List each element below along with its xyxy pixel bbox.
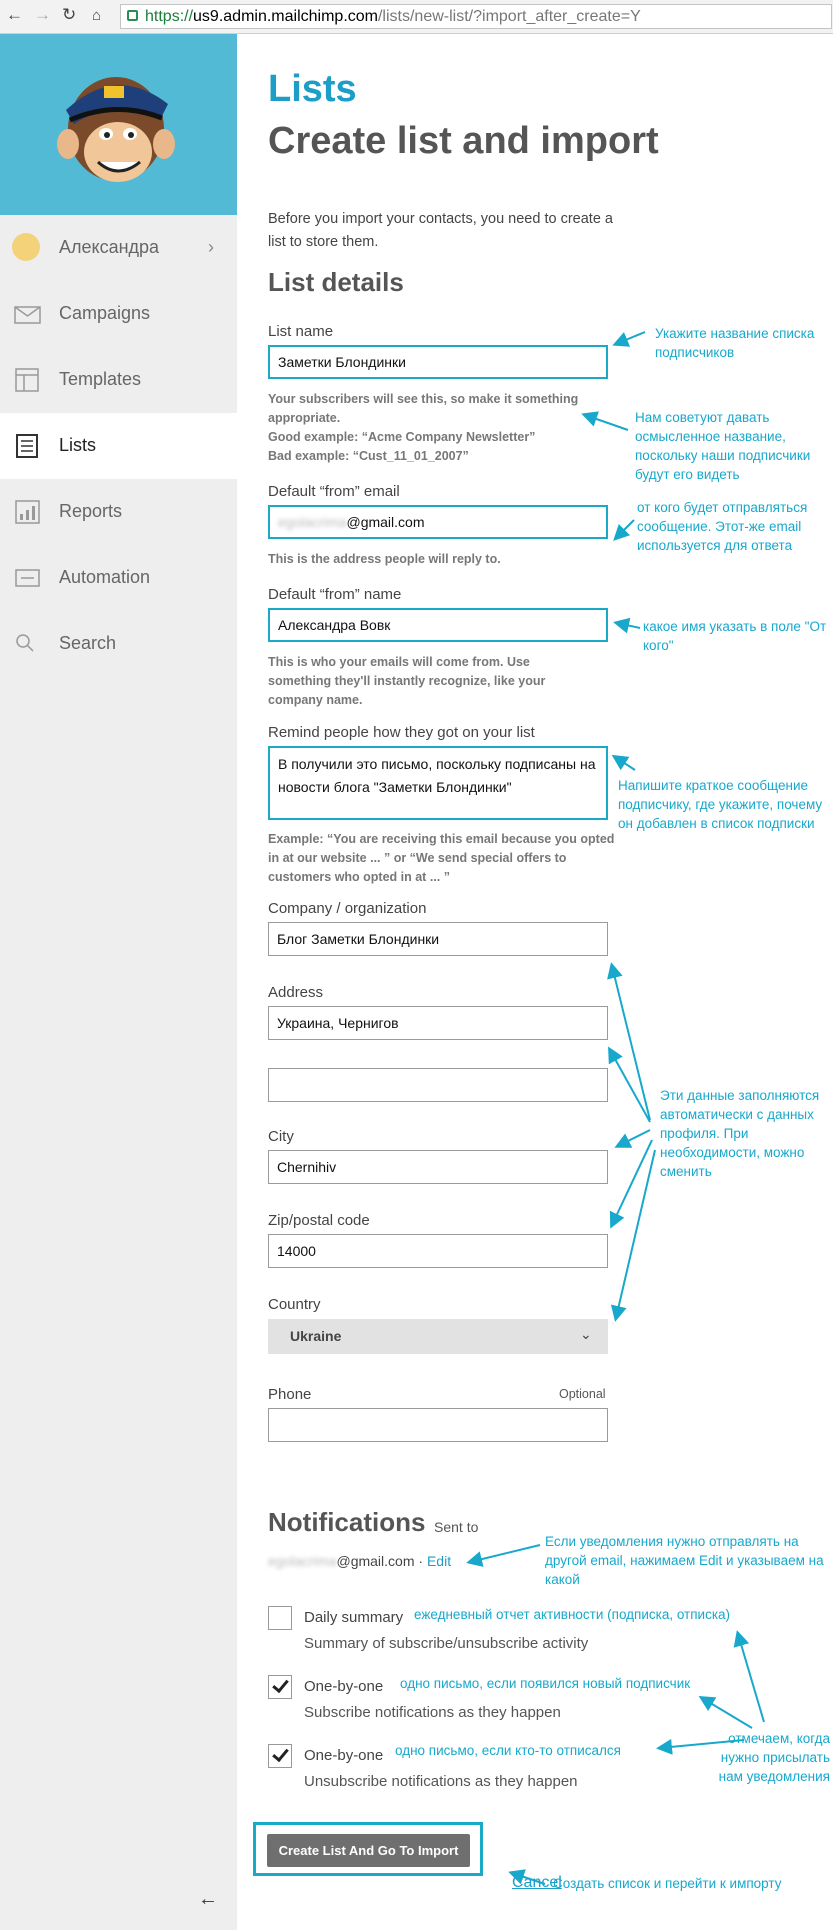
checkmark-icon	[272, 1745, 289, 1762]
sidebar-user-name: Александра	[59, 237, 160, 257]
from-name-help: This is who your emails will come from. Use something they'll instantly recognize, like your company name.	[268, 655, 546, 707]
sidebar-item-reports[interactable]	[0, 479, 237, 545]
template-icon	[14, 368, 41, 392]
from-email-help: This is the address people will reply to.	[268, 552, 501, 566]
reload-icon[interactable]: ↻	[62, 5, 77, 24]
annotation-list-name: Укажите название списка подписчиков	[655, 326, 815, 360]
annotation-remind: Напишите краткое сообщение подписчику, где укажите, почему он добавлен в список подписки	[618, 778, 823, 831]
city-label: City	[268, 1128, 294, 1145]
email-domain: @gmail.com	[336, 1553, 415, 1569]
lock-icon	[127, 10, 138, 21]
url-host: us9.admin.mailchimp.com	[193, 8, 378, 25]
subscribe-notify-checkbox[interactable]	[268, 1675, 292, 1699]
country-select[interactable]	[268, 1319, 608, 1354]
help-line: Bad example: “Cust_11_01_2007”	[268, 449, 469, 463]
envelope-icon	[14, 302, 41, 326]
address-bar[interactable]	[120, 4, 832, 29]
forward-icon[interactable]: →	[34, 5, 51, 24]
annotation-unsubscribe: одно письмо, если кто-то отписался	[395, 1743, 621, 1758]
sidebar	[0, 34, 237, 1930]
unsubscribe-notify-checkbox[interactable]	[268, 1744, 292, 1768]
unsubscribe-notify-title: One-by-one	[304, 1747, 384, 1764]
list-details-heading: List details	[268, 267, 404, 297]
annotation-from-email: от кого будет отправляться сообщение. Этот-же email используется для ответа	[637, 500, 808, 553]
from-email-input[interactable]	[268, 505, 608, 539]
list-icon	[14, 434, 41, 458]
list-name-help	[268, 390, 608, 466]
sidebar-item-label: Reports	[59, 501, 123, 521]
create-list-button[interactable]: Create List And Go To Import	[267, 1834, 470, 1867]
from-name-label: Default “from” name	[268, 586, 402, 603]
phone-optional: Optional	[559, 1387, 606, 1401]
address-label: Address	[268, 984, 324, 1001]
sidebar-item-automation[interactable]	[0, 545, 237, 611]
main-content	[237, 34, 833, 1930]
phone-input[interactable]	[268, 1408, 608, 1442]
annotation-create-import: Создать список и перейти к импорту	[553, 1876, 782, 1891]
country-label: Country	[268, 1296, 321, 1313]
sidebar-item-campaigns[interactable]	[0, 281, 237, 347]
daily-summary-sub: Summary of subscribe/unsubscribe activity	[304, 1635, 589, 1652]
company-label: Company / organization	[268, 900, 427, 917]
daily-summary-title: Daily summary	[304, 1609, 404, 1626]
back-icon[interactable]: ←	[6, 5, 23, 24]
blurred-email: egolacrima	[268, 1553, 337, 1569]
sidebar-item-templates[interactable]	[0, 347, 237, 413]
blurred-email: egolacrima	[278, 514, 347, 530]
annotation-list-name-advice: Нам советуют давать осмысленное название, поскольку наши подписчики будут его видеть	[635, 410, 811, 482]
sidebar-item-lists[interactable]	[0, 413, 237, 479]
annotation-subscribe: одно письмо, если появился новый подписчик	[400, 1676, 691, 1691]
zip-label: Zip/postal code	[268, 1212, 370, 1229]
help-line: Your subscribers will see this, so make it something appropriate.	[268, 392, 579, 425]
remind-label: Remind people how they got on your list	[268, 724, 535, 741]
collapse-sidebar-icon[interactable]: ←	[198, 1888, 218, 1910]
checkmark-icon	[272, 1676, 289, 1693]
separator: ·	[418, 1553, 424, 1569]
company-input[interactable]: Блог Заметки Блондинки	[268, 922, 608, 956]
from-name-input[interactable]: Александра Вовк	[268, 608, 608, 642]
daily-summary-checkbox[interactable]	[268, 1606, 292, 1630]
address2-input[interactable]	[268, 1068, 608, 1102]
annotation-edit-email: Если уведомления нужно отправлять на другой email, нажимаем Edit и указываем на какой	[545, 1534, 824, 1587]
avatar	[12, 233, 40, 261]
chevron-down-icon: ⌄	[580, 1326, 592, 1342]
zip-input[interactable]: 14000	[268, 1234, 608, 1268]
sidebar-item-search[interactable]	[0, 611, 237, 677]
annotation-daily-summary: ежедневный отчет активности (подписка, отписка)	[414, 1607, 731, 1622]
page-title: Create list and import	[268, 120, 659, 162]
url-path: /lists/new-list/?import_after_create=Y	[377, 8, 641, 25]
edit-email-link[interactable]: Edit	[426, 1553, 452, 1569]
remind-textarea[interactable]: В получили это письмо, поскольку подписаны на новости блога "Заметки Блондинки"	[268, 746, 608, 820]
email-domain: @gmail.com	[346, 514, 425, 530]
unsubscribe-notify-sub: Unsubscribe notifications as they happen	[304, 1773, 578, 1790]
address-input[interactable]: Украина, Чернигов	[268, 1006, 608, 1040]
help-line: Good example: “Acme Company Newsletter”	[268, 430, 536, 444]
annotation-check-when: отмечаем, когда нужно присылать нам уведомления	[718, 1731, 830, 1784]
intro-text: Before you import your contacts, you need to create a list to store them.	[268, 211, 613, 250]
annotation-from-name: какое имя указать в поле "От кого"	[643, 619, 827, 653]
notification-email	[268, 1553, 451, 1569]
sidebar-item-user[interactable]	[0, 215, 237, 281]
phone-label: Phone	[268, 1386, 312, 1403]
sidebar-item-label: Automation	[59, 567, 151, 587]
sent-to-label: Sent to	[434, 1519, 479, 1535]
country-selected-value: Ukraine	[290, 1328, 342, 1344]
city-input[interactable]: Chernihiv	[268, 1150, 608, 1184]
browser-toolbar	[0, 0, 833, 34]
from-email-label: Default “from” email	[268, 483, 400, 500]
remind-help: Example: “You are receiving this email because you opted in at our website ... ” or “We send special offers to customers who opted in at ... ”	[268, 832, 615, 884]
subscribe-notify-sub: Subscribe notifications as they happen	[304, 1704, 561, 1721]
sidebar-item-label: Campaigns	[59, 303, 151, 323]
home-icon[interactable]: ⌂	[92, 7, 102, 24]
cancel-link[interactable]: Cancel	[512, 1874, 562, 1891]
section-title: Lists	[268, 68, 357, 110]
sidebar-item-label: Lists	[59, 435, 97, 455]
subscribe-notify-title: One-by-one	[304, 1678, 384, 1695]
bar-chart-icon	[14, 500, 41, 524]
search-icon	[14, 632, 41, 656]
mailchimp-logo[interactable]	[0, 34, 237, 215]
chevron-right-icon: ›	[208, 237, 214, 257]
sidebar-item-label: Templates	[59, 369, 142, 389]
sidebar-item-label: Search	[59, 633, 117, 653]
list-name-label: List name	[268, 323, 334, 340]
list-name-input[interactable]: Заметки Блондинки	[268, 345, 608, 379]
annotation-profile-data: Эти данные заполняются автоматически с данных профиля. При необходимости, можно сменить	[660, 1088, 820, 1179]
automation-icon	[14, 566, 41, 590]
notifications-heading: Notifications	[268, 1507, 426, 1537]
url-scheme: https://	[145, 8, 194, 25]
